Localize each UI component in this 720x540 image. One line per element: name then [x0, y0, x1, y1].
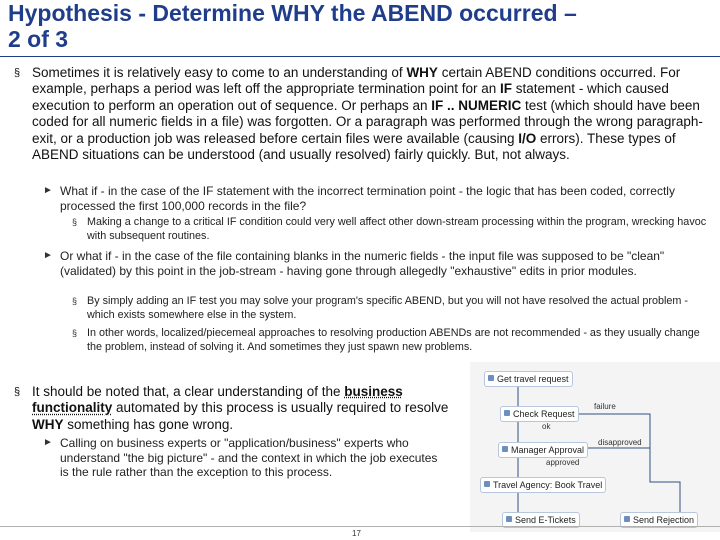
bullet-1-sub-2-point-1: [72, 295, 708, 322]
slide-title-line2: 2 of 3: [8, 26, 69, 52]
node-check-request: Check Request: [500, 406, 579, 422]
slide-title: [8, 0, 714, 52]
bullet-1-sub-1-point-1-marker: §: [72, 217, 78, 227]
task-icon: [488, 375, 494, 381]
bullet-1-text: Sometimes it is relatively easy to come to an understanding of WHY certain ABEND conditions occurred. For example, perhaps a period was left off the appropriate termination point for an IF statement - which caused execution to perform an operation out of sequence. Or perhaps an IF .. NUMERIC test (which should have been coded for all numeric fields in a file) was forgotten. Or a paragraph was performed through the wrong paragraph-exit, or a production job was released before certain files were available (causing I/O errors). These types of ABEND situations can be understood (and usually resolved) fairly quickly. But, not always.: [32, 65, 703, 163]
edge-label-failure: failure: [594, 402, 616, 411]
page-number: 17: [352, 529, 361, 538]
bullet-1-sub-1-text: What if - in the case of the IF statement with the incorrect termination point - the logic that has been coded, correctly processed the first 100,000 records in the file?: [60, 184, 675, 213]
bullet-2: [14, 384, 468, 433]
bullet-1: [14, 65, 708, 163]
slide-title-line1: Hypothesis - Determine WHY the ABEND occurred –: [8, 0, 577, 26]
node-send-rejection: Send Rejection: [620, 512, 698, 528]
edge-check-failure: [578, 414, 680, 514]
node-send-e-tickets: Send E-Tickets: [502, 512, 580, 528]
bullet-1-sub-2-point-2-marker: §: [72, 328, 78, 338]
bullet-2-sub-1: [43, 436, 448, 480]
bullet-1-sub-2-point-2-text: In other words, localized/piecemeal approaches to resolving production ABENDs are not recommended - as they usually change the problem, instead of solving it. And sometimes they just spawn new problems.: [87, 327, 700, 353]
task-icon: [502, 446, 508, 452]
task-icon: [624, 516, 630, 522]
bullet-2-text: It should be noted that, a clear understanding of the business functionality automated by this process is usually required to resolve WHY something has gone wrong.: [32, 384, 449, 432]
bullet-1-sub-1-point-1-text: Making a change to a critical IF condition could very well affect other down-stream processing within the program, wrecking havoc with subsequent routines.: [87, 216, 707, 242]
bullet-1-sub-2: [43, 249, 708, 278]
bullet-2-sub-1-text: Calling on business experts or "application/business" experts who understand "the big picture" - and the context in which the job executes is the rule rather than the exception to this process.: [60, 436, 438, 480]
bullet-1-sub-2-text: Or what if - in the case of the file containing blanks in the numeric fields - the input file was supposed to be "clean" (validated) by this point in the job-stream - having gone through allegedly "exhaustive" edits in prior modules.: [60, 249, 665, 278]
bullet-1-sub-2-marker: ►: [43, 250, 53, 261]
node-get-travel-request: Get travel request: [484, 371, 573, 387]
bullet-1-sub-2-point-2: [72, 327, 708, 354]
footer-divider: [0, 526, 720, 527]
node-travel-agency-book-travel: Travel Agency: Book Travel: [480, 477, 606, 493]
workflow-diagram: [470, 362, 720, 532]
edge-label-ok: ok: [542, 422, 551, 431]
edge-label-disapproved: disapproved: [598, 438, 642, 447]
bullet-2-marker: §: [14, 386, 21, 398]
bullet-2-sub-1-marker: ►: [43, 437, 53, 448]
bullet-1-sub-2-point-1-text: By simply adding an IF test you may solve your program's specific ABEND, but you will not have resolved the actual problem - which exists somewhere else in the system.: [87, 295, 688, 321]
task-icon: [504, 410, 510, 416]
bullet-1-sub-1-marker: ►: [43, 185, 53, 196]
edge-label-approved: approved: [546, 458, 580, 467]
bullet-1-sub-1: [43, 184, 708, 213]
task-icon: [484, 481, 490, 487]
bullet-1-sub-2-point-1-marker: §: [72, 296, 78, 306]
title-divider: [0, 56, 720, 57]
node-manager-approval: Manager Approval: [498, 442, 588, 458]
bullet-1-marker: §: [14, 67, 21, 79]
bullet-1-sub-1-point-1: [72, 216, 708, 243]
task-icon: [506, 516, 512, 522]
